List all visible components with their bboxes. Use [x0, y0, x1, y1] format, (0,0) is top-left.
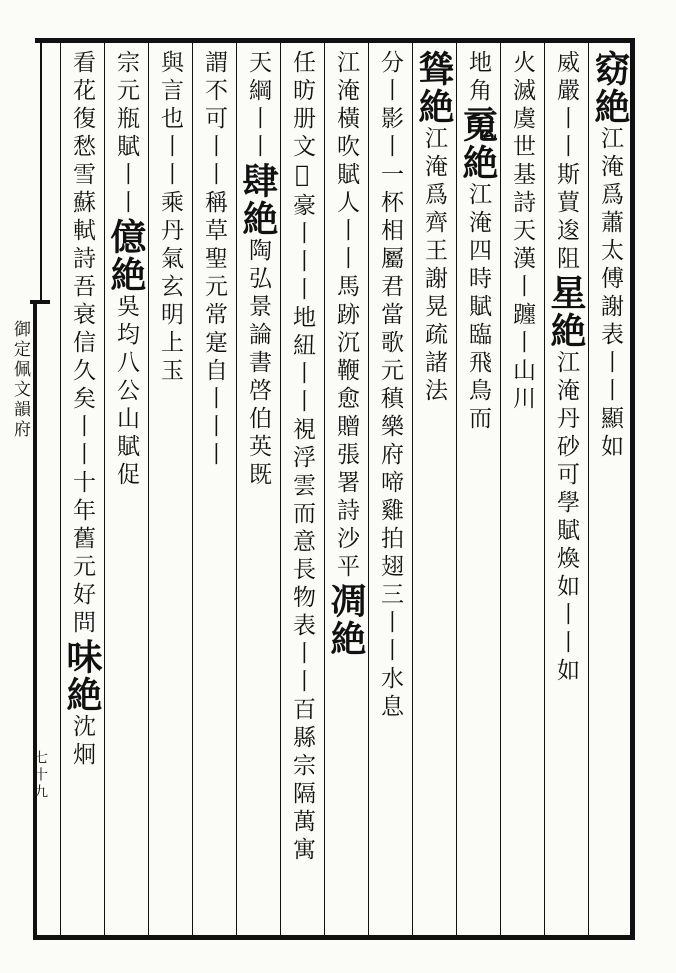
- entry-text: 地角: [465, 50, 491, 106]
- text-column-8: [283, 50, 321, 938]
- entry-text: 沈炯: [69, 714, 95, 770]
- column-text: [195, 50, 233, 470]
- entry-text: 任昉册文𨥁豪丨丨丨地紐丨丨視浮雲而意長物表丨丨百縣宗隔萬寓: [289, 50, 315, 865]
- entry-heading: 味絶: [61, 638, 103, 714]
- text-column-1: [591, 50, 629, 938]
- text-column-13: [63, 50, 101, 938]
- column-divider: [368, 42, 369, 935]
- entry-text: 宗元瓶賦丨丨: [113, 50, 139, 218]
- column-divider: [104, 42, 105, 935]
- column-divider: [588, 42, 589, 935]
- column-text: [327, 50, 365, 658]
- entry-heading: 肆絶: [237, 162, 279, 238]
- text-column-10: [195, 50, 233, 938]
- block-separator: [30, 300, 50, 304]
- entry-text: 吳均八公山賦促: [113, 294, 139, 490]
- text-column-4: [459, 50, 497, 938]
- frame-top-rule: [35, 38, 635, 43]
- entry-text: 江淹爲齊王謝晃疏諸法: [421, 126, 447, 406]
- column-text: [459, 50, 497, 434]
- entry-text: 威嚴丨丨斯蕒逡阻: [553, 50, 579, 274]
- book-title: 御定佩文韻府: [10, 320, 30, 440]
- entry-heading: 䰟絶: [457, 106, 499, 182]
- entry-text: 火滅虞世基詩天漢丨躔丨山川: [509, 50, 535, 414]
- text-column-5: [415, 50, 453, 938]
- column-divider: [148, 42, 149, 935]
- text-column-12: [107, 50, 145, 938]
- frame-left-rule: [33, 300, 37, 940]
- column-text: [547, 50, 585, 686]
- column-divider: [324, 42, 325, 935]
- entry-text: 分丨影丨一杯相屬君當歌元稹樂府啼雞拍翅三丨丨水息: [377, 50, 403, 722]
- column-text: [239, 50, 277, 490]
- text-column-9: [239, 50, 277, 938]
- column-text: [283, 50, 321, 865]
- text-column-11: [151, 50, 189, 938]
- text-column-7: [327, 50, 365, 938]
- column-divider: [544, 42, 545, 935]
- text-column-6: [371, 50, 409, 938]
- column-divider: [192, 42, 193, 935]
- column-text: [63, 50, 101, 770]
- entry-heading: 窈絶: [589, 50, 631, 126]
- column-text: [415, 50, 453, 406]
- entry-text: 與言也丨丨乘丹氣玄明上玉: [157, 50, 183, 386]
- text-column-3: [503, 50, 541, 938]
- column-text: [371, 50, 409, 722]
- column-text: [107, 50, 145, 490]
- entry-heading: 凋絶: [325, 582, 367, 658]
- column-divider: [412, 42, 413, 935]
- entry-text: 江淹四時賦臨飛鳥而: [465, 182, 491, 434]
- entry-text: 天綱丨丨: [245, 50, 271, 162]
- spine-rule: [40, 40, 42, 300]
- column-divider: [60, 42, 61, 935]
- entry-text: 江淹爲蕭太傅謝表丨丨顯如: [597, 126, 623, 462]
- frame-right-rule: [630, 38, 635, 940]
- text-column-2: [547, 50, 585, 938]
- entry-text: 江淹丹砂可學賦煥如丨丨如: [553, 350, 579, 686]
- entry-text: 陶弘景論書啓伯英既: [245, 238, 271, 490]
- column-text: [503, 50, 541, 414]
- column-divider: [280, 42, 281, 935]
- column-text: [151, 50, 189, 386]
- entry-heading: 億絶: [105, 218, 147, 294]
- page-number: 七十九: [32, 750, 48, 801]
- entry-heading: 星絶: [545, 274, 587, 350]
- column-text: [591, 50, 629, 462]
- entry-text: 看花復愁雪蘇軾詩吾衰信久矣丨丨十年舊元好問: [69, 50, 95, 638]
- entry-heading: 聳絶: [413, 50, 455, 126]
- column-divider: [500, 42, 501, 935]
- entry-text: 謂不可丨丨稱草聖元常寔自丨丨丨: [201, 50, 227, 470]
- entry-text: 江淹橫吹賦人丨丨馬跡沉鞭愈贈張署詩沙平: [333, 50, 359, 582]
